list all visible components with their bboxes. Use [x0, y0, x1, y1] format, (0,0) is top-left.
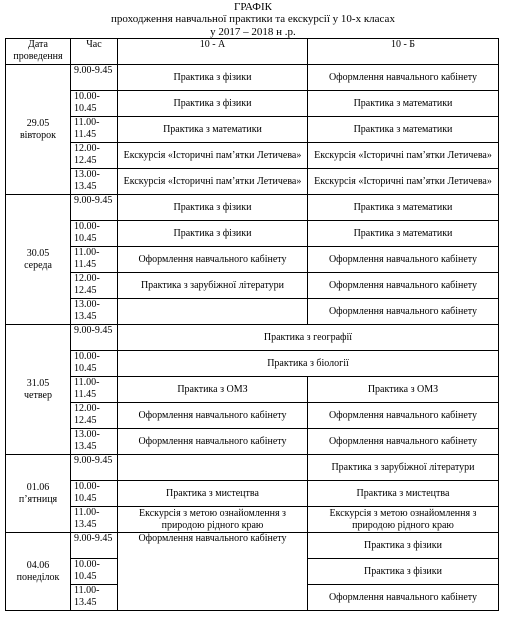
class-b-cell: Практика з математики [308, 117, 499, 143]
table-row [6, 507, 499, 533]
date-value: 04.06 [26, 559, 50, 571]
class-a-cell: Практика з фізики [118, 91, 308, 117]
column-header-class-b: 10 - Б [308, 39, 499, 65]
table-row [6, 481, 499, 507]
time-cell: 9.00-9.45 [71, 455, 118, 481]
date-value: 31.05 [26, 377, 50, 389]
date-cell [6, 325, 71, 455]
date-cell [6, 195, 71, 325]
weekday-value: вівторок [19, 129, 57, 141]
schedule-subtitle: проходження навчальної практики та екскурсії у 10-х класах [111, 13, 395, 25]
date-value: 29.05 [26, 117, 50, 129]
class-b-cell: Екскурсія «Історичні пам’ятки Летичева» [308, 143, 499, 169]
class-b-cell: Оформлення навчального кабінету [308, 247, 499, 273]
class-b-cell: Практика з фізики [308, 559, 499, 585]
time-cell: 12.00-12.45 [71, 273, 118, 299]
time-cell: 13.00-13.45 [71, 169, 118, 195]
time-cell: 10.00-10.45 [71, 481, 118, 507]
date-cell [6, 65, 71, 195]
schedule-years: у 2017 – 2018 н .р. [210, 26, 296, 38]
time-cell: 12.00-12.45 [71, 143, 118, 169]
date-cell [6, 455, 71, 533]
class-b-cell: Практика з ОМЗ [308, 377, 499, 403]
schedule-table [5, 38, 499, 611]
weekday-value: четвер [24, 389, 52, 401]
class-a-cell: Практика з мистецтва [118, 481, 308, 507]
merged-class-cell: Практика з біології [118, 351, 499, 377]
class-b-cell: Екскурсія «Історичні пам’ятки Летичева» [308, 169, 499, 195]
weekday-value: понеділок [16, 571, 60, 583]
table-row [6, 455, 499, 481]
class-a-cell: Оформлення навчального кабінету [118, 403, 308, 429]
table-row [6, 195, 499, 221]
table-row [6, 273, 499, 299]
class-a-cell: Екскурсія з метою ознайомлення з природою рідного краю [118, 507, 308, 533]
column-header-date: Дата проведення [6, 39, 71, 65]
weekday-value: середа [24, 259, 52, 271]
merged-class-cell: Практика з географії [118, 325, 499, 351]
table-row [6, 65, 499, 91]
time-cell: 11.00-11.45 [71, 117, 118, 143]
table-row [6, 247, 499, 273]
class-a-cell: Практика з фізики [118, 65, 308, 91]
class-a-cell [118, 455, 308, 481]
table-row [6, 221, 499, 247]
class-b-cell: Оформлення навчального кабінету [308, 429, 499, 455]
time-cell: 13.00-13.45 [71, 299, 118, 325]
class-b-cell: Оформлення навчального кабінету [308, 299, 499, 325]
class-a-cell: Практика з фізики [118, 195, 308, 221]
table-row [6, 351, 499, 377]
time-cell: 9.00-9.45 [71, 65, 118, 91]
table-row [6, 117, 499, 143]
class-b-cell: Оформлення навчального кабінету [308, 273, 499, 299]
table-row [6, 403, 499, 429]
class-a-cell: Практика з фізики [118, 221, 308, 247]
time-cell: 9.00-9.45 [71, 533, 118, 559]
schedule-title: ГРАФІК [233, 1, 272, 13]
time-cell: 9.00-9.45 [71, 325, 118, 351]
time-cell: 11.00-13.45 [71, 507, 118, 533]
time-cell: 11.00-11.45 [71, 247, 118, 273]
column-header-class-a: 10 - А [118, 39, 308, 65]
table-row [6, 325, 499, 351]
date-cell [6, 533, 71, 611]
class-a-cell [118, 299, 308, 325]
class-a-cell: Екскурсія «Історичні пам’ятки Летичева» [118, 169, 308, 195]
table-row [6, 169, 499, 195]
time-cell: 10.00-10.45 [71, 559, 118, 585]
class-b-cell: Практика з фізики [308, 533, 499, 559]
time-cell: 12.00-12.45 [71, 403, 118, 429]
class-b-cell: Практика з математики [308, 221, 499, 247]
class-b-cell: Практика з математики [308, 91, 499, 117]
column-header-time: Час [71, 39, 118, 65]
table-row [6, 377, 499, 403]
class-a-cell: Оформлення навчального кабінету [118, 247, 308, 273]
time-cell: 11.00-13.45 [71, 585, 118, 611]
date-value: 01.06 [26, 481, 50, 493]
class-a-cell: Практика з математики [118, 117, 308, 143]
class-b-cell: Екскурсія з метою ознайомлення з природою рідного краю [308, 507, 499, 533]
class-b-cell: Практика з математики [308, 195, 499, 221]
time-cell: 11.00-11.45 [71, 377, 118, 403]
class-b-cell: Оформлення навчального кабінету [308, 585, 499, 611]
class-a-cell: Оформлення навчального кабінету [118, 533, 308, 611]
time-cell: 10.00-10.45 [71, 221, 118, 247]
class-a-cell: Практика з зарубіжної літератури [118, 273, 308, 299]
class-b-cell: Практика з мистецтва [308, 481, 499, 507]
class-b-cell: Практика з зарубіжної літератури [308, 455, 499, 481]
table-row [6, 91, 499, 117]
time-cell: 10.00-10.45 [71, 91, 118, 117]
table-row [6, 533, 499, 559]
class-b-cell: Оформлення навчального кабінету [308, 65, 499, 91]
class-a-cell: Практика з ОМЗ [118, 377, 308, 403]
table-row [6, 429, 499, 455]
class-a-cell: Екскурсія «Історичні пам’ятки Летичева» [118, 143, 308, 169]
time-cell: 13.00-13.45 [71, 429, 118, 455]
table-row [6, 299, 499, 325]
class-b-cell: Оформлення навчального кабінету [308, 403, 499, 429]
weekday-value: п’ятниця [18, 493, 58, 505]
class-a-cell: Оформлення навчального кабінету [118, 429, 308, 455]
time-cell: 10.00-10.45 [71, 351, 118, 377]
date-value: 30.05 [26, 247, 50, 259]
table-header-row [6, 39, 499, 65]
time-cell: 9.00-9.45 [71, 195, 118, 221]
table-row [6, 143, 499, 169]
